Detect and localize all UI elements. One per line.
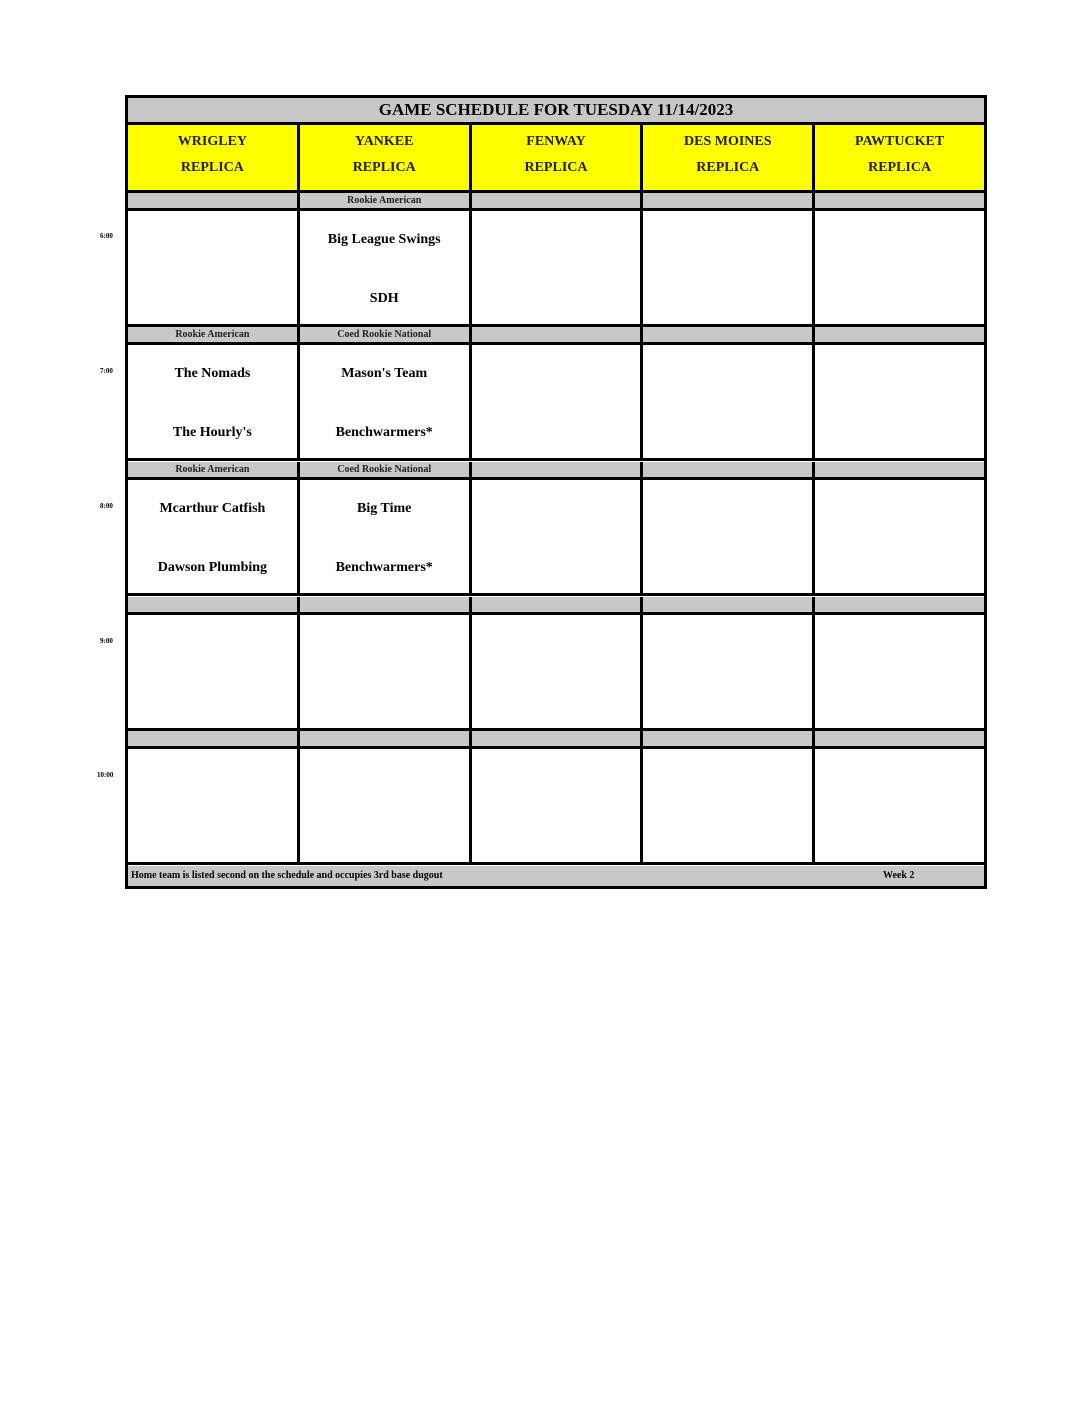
field-subtitle: REPLICA: [524, 160, 588, 175]
division-label: [643, 193, 815, 208]
away-team: Big Time: [357, 501, 412, 516]
game-cell: [128, 480, 300, 593]
division-label: [643, 731, 815, 746]
time-label-8: 8:00: [100, 502, 113, 510]
game-cell: [643, 345, 815, 458]
time-label-7: 7:00: [100, 367, 113, 375]
division-label: [128, 193, 300, 208]
home-team: The Hourly's: [172, 425, 252, 440]
field-header-fenway: [472, 125, 644, 190]
field-name: FENWAY: [526, 134, 586, 149]
field-header-des-moines: [643, 125, 815, 190]
field-header-pawtucket: [815, 125, 984, 190]
field-subtitle: REPLICA: [696, 160, 760, 175]
field-header-wrigley: [128, 125, 300, 190]
division-label: [472, 462, 644, 477]
division-label: [472, 597, 644, 612]
field-name: PAWTUCKET: [854, 134, 945, 149]
division-label: [815, 193, 984, 208]
division-label: [472, 327, 644, 342]
time-label-9: 9:00: [100, 637, 113, 645]
away-team: The Nomads: [174, 366, 251, 381]
game-cell: [643, 480, 815, 593]
game-row: [128, 480, 984, 596]
field-subtitle: REPLICA: [868, 160, 932, 175]
game-cell: [300, 615, 472, 728]
game-cell: [472, 211, 644, 324]
field-name: WRIGLEY: [177, 134, 248, 149]
field-name: YANKEE: [354, 134, 414, 149]
division-row: [128, 327, 984, 345]
game-row: [128, 749, 984, 865]
home-team: Benchwarmers*: [335, 560, 433, 575]
field-name: DES MOINES: [684, 134, 772, 149]
game-cell: [300, 345, 472, 458]
schedule-footer: [128, 866, 984, 886]
game-cell: [815, 480, 984, 593]
division-row: [128, 597, 984, 615]
field-header-yankee: [300, 125, 472, 190]
game-cell: [300, 749, 472, 862]
game-cell: [128, 345, 300, 458]
game-cell: [643, 211, 815, 324]
division-label: Rookie American: [300, 193, 472, 208]
game-cell: [815, 345, 984, 458]
division-label: [300, 597, 472, 612]
division-label: [815, 597, 984, 612]
game-cell: [815, 615, 984, 728]
game-row: [128, 615, 984, 731]
away-team: Big League Swings: [327, 232, 441, 247]
time-label-10: 10:00: [97, 771, 114, 779]
game-cell: [128, 615, 300, 728]
time-slot-10: [128, 731, 984, 865]
game-cell: [472, 480, 644, 593]
time-slot-9: [128, 597, 984, 731]
time-label-6: 6:00: [100, 232, 113, 240]
division-label: Rookie American: [128, 327, 300, 342]
division-label: Coed Rookie National: [300, 462, 472, 477]
division-label: [643, 327, 815, 342]
division-label: [815, 462, 984, 477]
game-cell: [643, 749, 815, 862]
game-cell: [472, 615, 644, 728]
game-cell: [815, 749, 984, 862]
away-team: Mcarthur Catfish: [159, 501, 266, 516]
division-label: [128, 731, 300, 746]
division-label: Coed Rookie National: [300, 327, 472, 342]
game-cell: [300, 480, 472, 593]
division-row: [128, 193, 984, 211]
time-slot-8: [128, 462, 984, 596]
game-cell: [815, 211, 984, 324]
time-slot-6: [128, 193, 984, 327]
division-label: [643, 597, 815, 612]
time-slot-7: [128, 327, 984, 461]
schedule-title: GAME SCHEDULE FOR TUESDAY 11/14/2023: [128, 98, 984, 125]
field-header-row: [128, 125, 984, 193]
game-cell: [472, 749, 644, 862]
game-cell: [300, 211, 472, 324]
division-label: [815, 327, 984, 342]
game-row: [128, 345, 984, 461]
schedule-table: [125, 95, 987, 889]
division-label: Rookie American: [128, 462, 300, 477]
division-label: [643, 462, 815, 477]
home-team: Dawson Plumbing: [157, 560, 268, 575]
home-team: Benchwarmers*: [335, 425, 433, 440]
home-team: SDH: [369, 291, 399, 306]
game-cell: [128, 211, 300, 324]
game-cell: [472, 345, 644, 458]
field-subtitle: REPLICA: [352, 160, 416, 175]
game-row: [128, 211, 984, 327]
division-label: [472, 193, 644, 208]
home-team-note: Home team is listed second on the schedule and occupies 3rd base dugout: [131, 870, 443, 881]
division-row: [128, 462, 984, 480]
game-cell: [643, 615, 815, 728]
week-label: Week 2: [883, 870, 915, 881]
division-label: [815, 731, 984, 746]
division-label: [128, 597, 300, 612]
division-label: [300, 731, 472, 746]
division-label: [472, 731, 644, 746]
field-subtitle: REPLICA: [180, 160, 244, 175]
division-row: [128, 731, 984, 749]
away-team: Mason's Team: [341, 366, 428, 381]
game-cell: [128, 749, 300, 862]
